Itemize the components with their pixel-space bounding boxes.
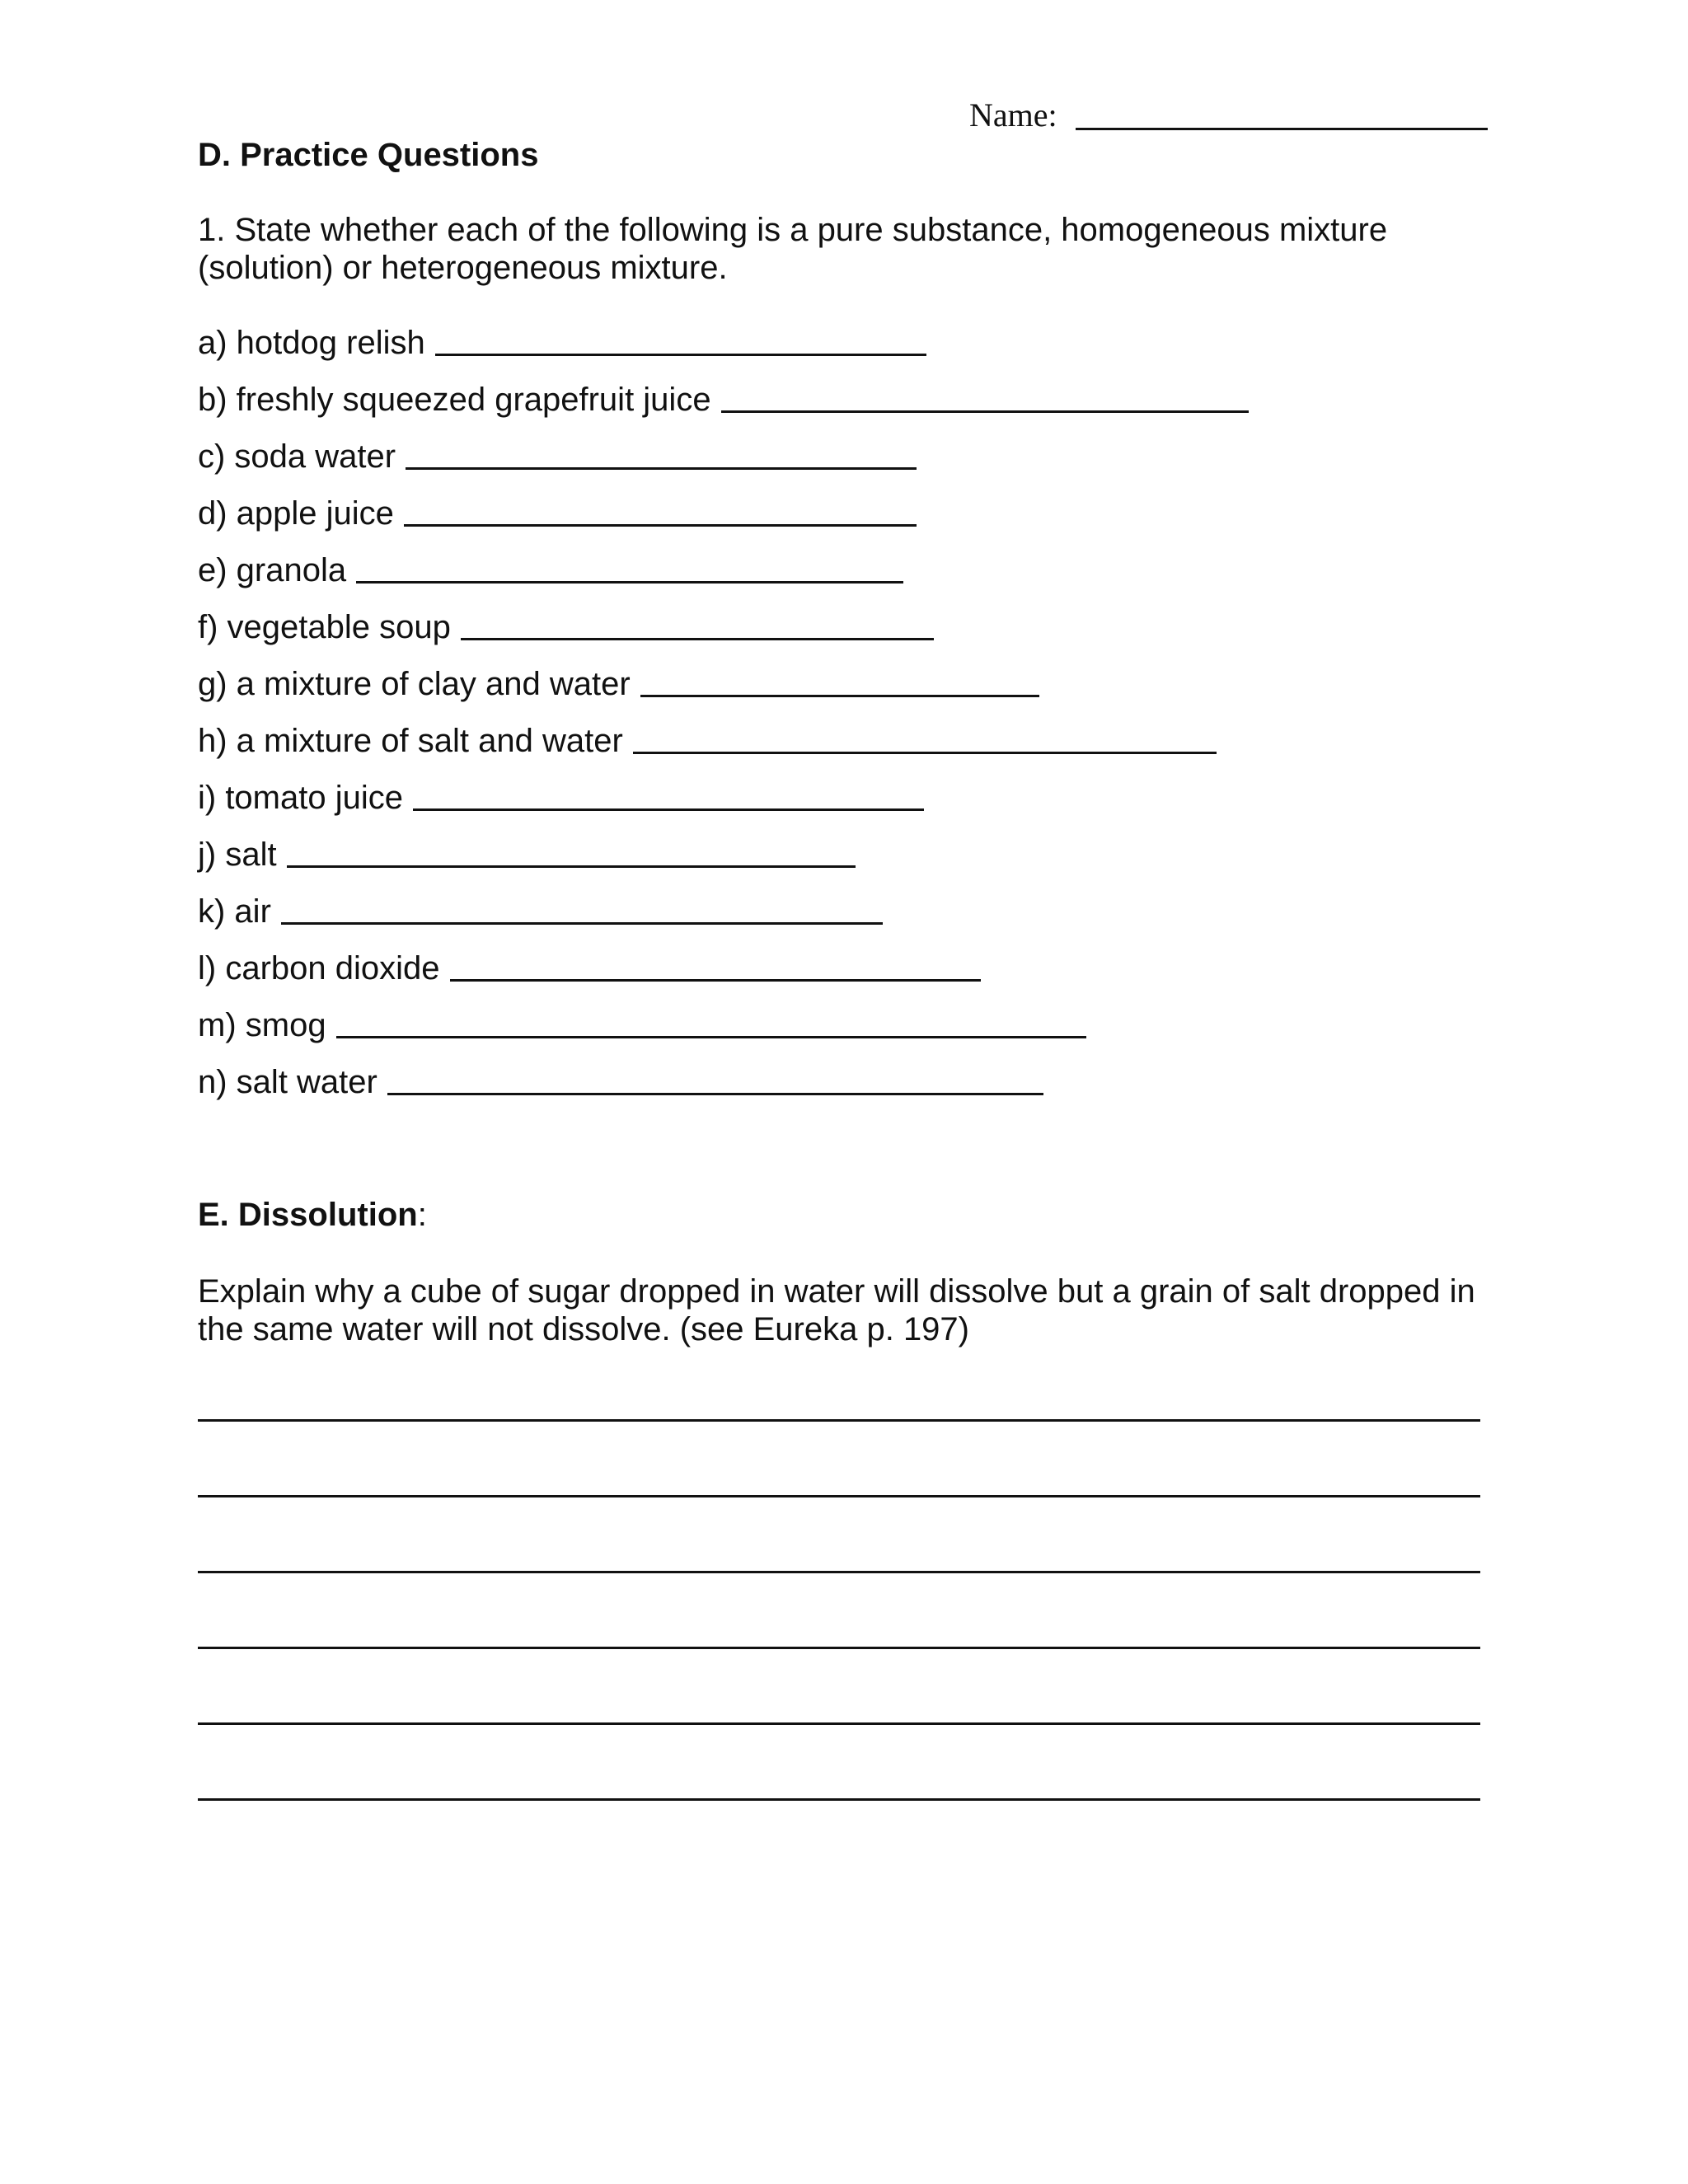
question-item-c — [198, 437, 917, 476]
question-item-l — [198, 949, 981, 988]
question-item-g — [198, 664, 1039, 704]
answer-blank[interactable] — [721, 410, 1249, 413]
question-item-label: b) freshly squeezed grapefruit juice — [198, 382, 711, 418]
answer-blank[interactable] — [336, 1036, 1086, 1038]
question-1-text: 1. State whether each of the following is a pure substance, homogeneous mixture (solution) or heterogeneous mixture. — [198, 212, 1388, 286]
question-item-k — [198, 892, 883, 931]
question-item-label: f) vegetable soup — [198, 609, 451, 645]
question-item-j — [198, 835, 856, 874]
question-item-f — [198, 607, 934, 647]
answer-blank[interactable] — [404, 524, 917, 527]
question-item-label: m) smog — [198, 1007, 326, 1043]
answer-blank[interactable] — [435, 354, 926, 356]
name-label: Name: — [969, 96, 1057, 134]
question-item-label: g) a mixture of clay and water — [198, 666, 631, 702]
answer-blank[interactable] — [640, 695, 1039, 697]
question-item-e — [198, 551, 903, 590]
question-item-label: c) soda water — [198, 438, 396, 475]
section-e-heading-colon: : — [417, 1197, 427, 1233]
answer-blank[interactable] — [450, 979, 981, 982]
section-d-heading: D. Practice Questions — [198, 137, 539, 173]
name-input-line[interactable] — [1076, 128, 1488, 130]
answer-blank[interactable] — [356, 581, 903, 583]
question-item-label: e) granola — [198, 552, 347, 588]
answer-blank[interactable] — [406, 467, 917, 470]
question-item-label: i) tomato juice — [198, 780, 403, 816]
answer-line-3[interactable] — [198, 1571, 1480, 1573]
question-item-label: n) salt water — [198, 1064, 377, 1100]
section-e-heading-text: E. Dissolution — [198, 1197, 418, 1233]
question-item-h — [198, 721, 1217, 761]
answer-blank[interactable] — [633, 752, 1217, 754]
question-item-m — [198, 1005, 1086, 1045]
question-item-label: j) salt — [198, 837, 277, 873]
answer-line-4[interactable] — [198, 1647, 1480, 1649]
answer-blank[interactable] — [413, 808, 924, 811]
question-item-label: l) carbon dioxide — [198, 950, 440, 987]
answer-blank[interactable] — [281, 922, 883, 925]
answer-line-5[interactable] — [198, 1722, 1480, 1725]
section-e-heading — [198, 1195, 427, 1235]
answer-blank[interactable] — [287, 865, 856, 868]
name-row — [969, 96, 1488, 135]
answer-line-2[interactable] — [198, 1495, 1480, 1497]
answer-blank[interactable] — [387, 1093, 1043, 1095]
question-item-label: k) air — [198, 893, 271, 930]
answer-blank[interactable] — [461, 638, 934, 640]
question-item-label: d) apple juice — [198, 495, 394, 532]
question-item-a — [198, 323, 926, 363]
answer-line-1[interactable] — [198, 1419, 1480, 1422]
answer-line-6[interactable] — [198, 1798, 1480, 1801]
question-item-n — [198, 1062, 1043, 1102]
question-item-label: h) a mixture of salt and water — [198, 723, 623, 759]
question-item-label: a) hotdog relish — [198, 325, 425, 361]
question-item-i — [198, 778, 924, 818]
question-item-b — [198, 380, 1249, 419]
dissolution-prompt: Explain why a cube of sugar dropped in water will dissolve but a grain of salt dropped in the same water will not dissolve. (see Eureka p. 197) — [198, 1273, 1475, 1347]
question-item-d — [198, 494, 917, 533]
